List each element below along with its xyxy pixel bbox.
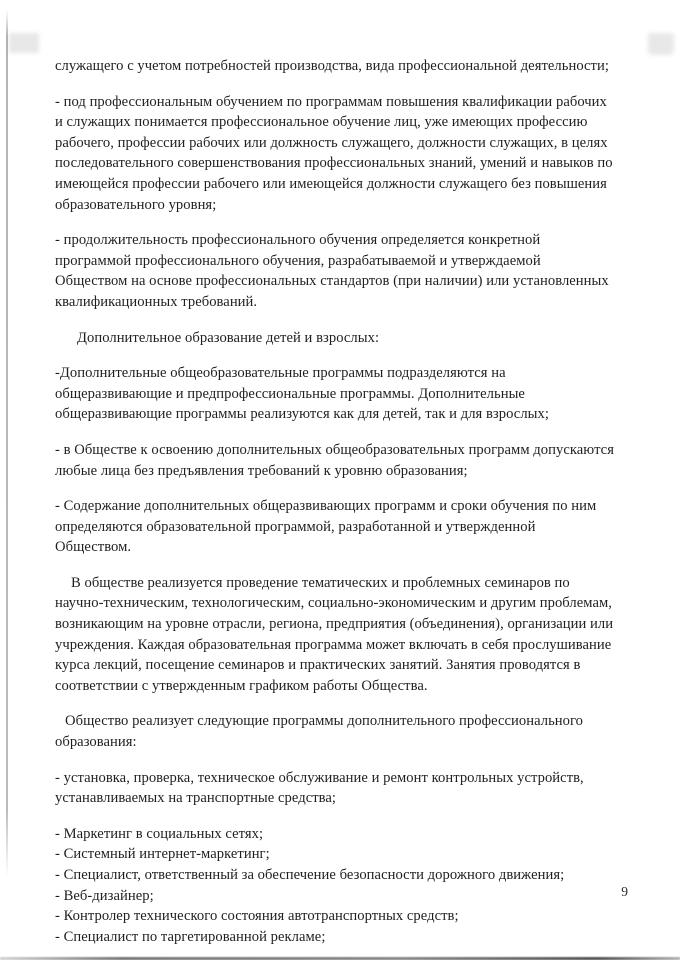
document-paragraph: - продолжительность профессионального обучения определяется конкретной программой профессионального обучения, разрабатываемой и утверждаемой Обществом на основе профессиональных стандартов (при наличии) или установленных квалификационных требований.	[55, 232, 609, 310]
document-paragraph: -Дополнительные общеобразовательные программы подразделяются на общеразвивающие и предпрофессиональные программы. Дополнительные общеразвивающие программы реализуются как для детей, так и для взрослых;	[55, 365, 549, 423]
document-paragraph: - в Обществе к освоению дополнительных общеобразовательных программ допускаются любые лица без предъявления требований к уровню образования;	[55, 441, 614, 479]
document-paragraph: - Веб-дизайнер;	[55, 887, 154, 904]
document-paragraph: - Системный интернет-маркетинг;	[55, 846, 270, 863]
document-paragraph: служащего с учетом потребностей производства, вида профессиональной деятельности;	[55, 58, 609, 74]
document-paragraph: - Маркетинг в социальных сетях;	[55, 825, 264, 842]
document-paragraph: - установка, проверка, техническое обслуживание и ремонт контрольных устройств, устанавливаемых на транспортные средства;	[55, 769, 584, 807]
document-body	[55, 56, 615, 947]
document-paragraph: Дополнительное образование детей и взрослых:	[77, 329, 380, 346]
document-paragraph: - Специалист, ответственный за обеспечение безопасности дорожного движения;	[55, 867, 565, 883]
page-number: 9	[621, 884, 628, 899]
document-paragraph: Общество реализует следующие программы дополнительного профессионального образования:	[55, 713, 584, 751]
document-paragraph: - под профессиональным обучением по программам повышения квалификации рабочих и служащих понимается профессиональное обучение лиц, уже имеющих профессию рабочего, профессии рабочих или должность служащего, должности служащих, в целях последовательного совершенствования профессиональных знаний, умений и навыков по имеющейся профессии рабочего или имеющейся должности служащего без повышения образовательного уровня;	[55, 93, 613, 213]
scan-left-edge-artifact	[6, 10, 8, 878]
document-paragraph: - Содержание дополнительных общеразвивающих программ и сроки обучения по ним определяются образовательной программой, разработанной и утвержденной Обществом.	[55, 498, 597, 556]
document-paragraph: - Контролер технического состояния автотранспортных средств;	[55, 908, 459, 925]
document-paragraph: - Специалист по таргетированной рекламе;	[55, 928, 326, 945]
scan-top-right-smudge-artifact	[648, 33, 674, 55]
document-paragraph: В обществе реализуется проведение тематических и проблемных семинаров по научно-техническим, технологическим, социально-экономическим и другим проблемам, возникающим на уровне отрасли, региона, предприятия (объединения), организации или учреждения. Каждая образовательная программа может включать в себя прослушивание курса лекций, посещение семинаров и практических занятий. Занятия проводятся в соответствии с утвержденным графиком работы Общества.	[55, 574, 614, 694]
scan-left-smudge-artifact	[9, 33, 39, 53]
